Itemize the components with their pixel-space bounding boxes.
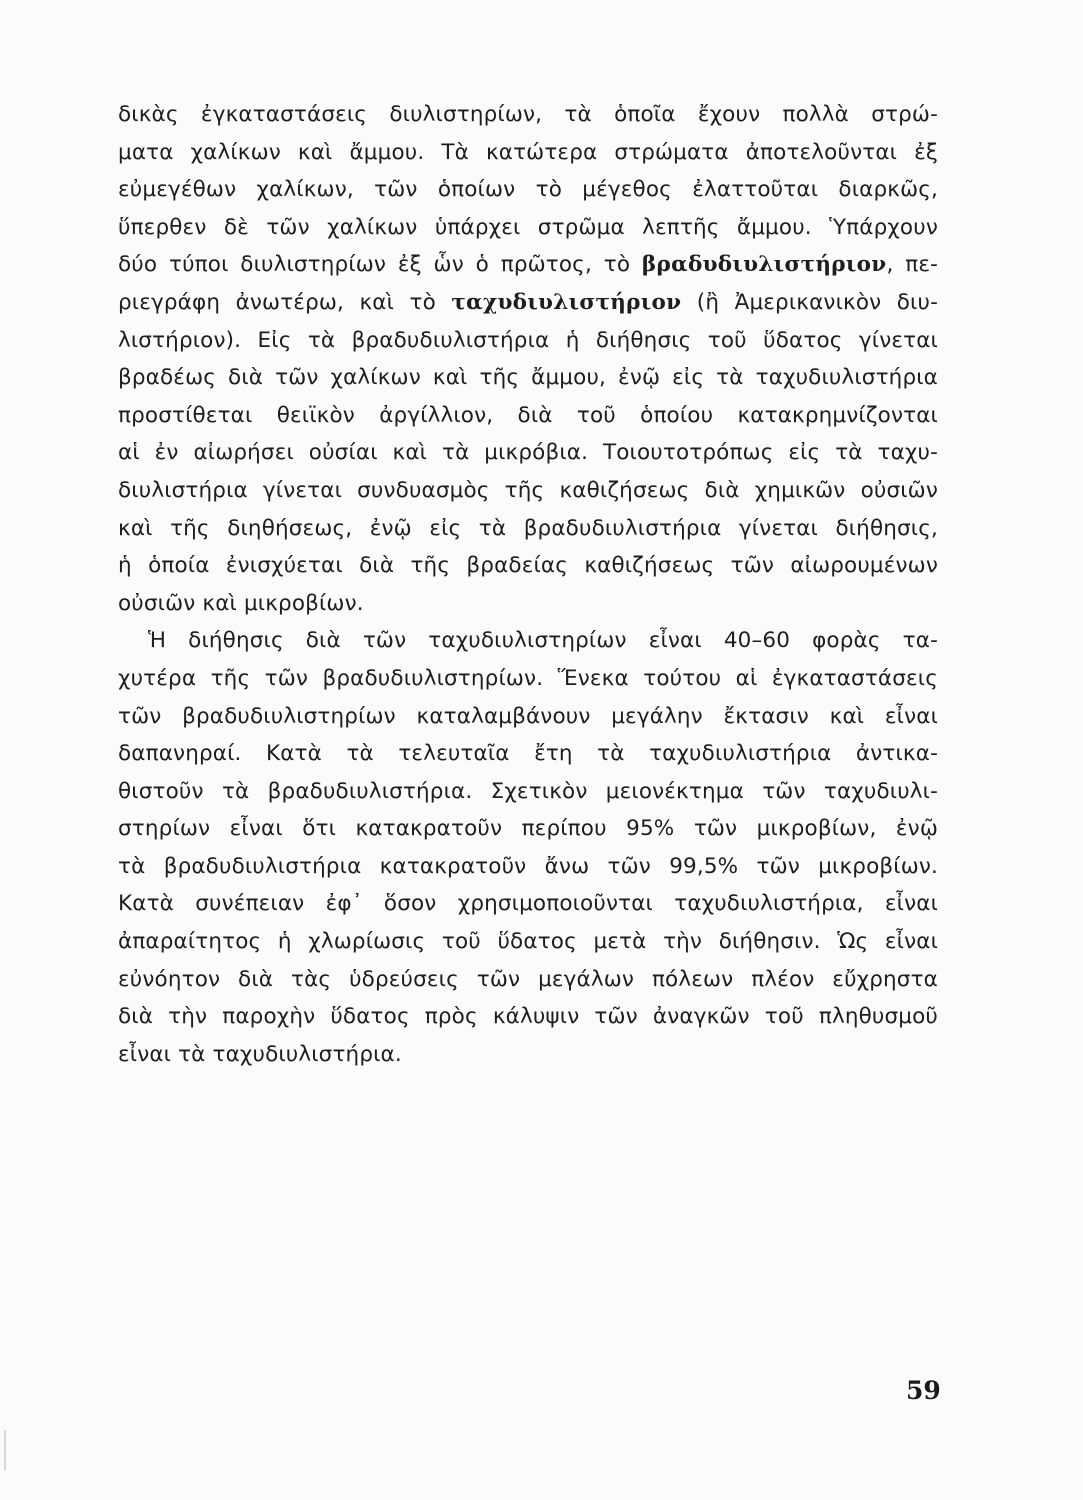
text-segment: οὐσιῶν καὶ μικροβίων.: [118, 590, 364, 616]
text-segment: θιστοῦν τὰ βραδυδιυλιστήρια. Σχετικὸν μειονέκτημα τῶν ταχυδιυλι-: [118, 778, 938, 804]
text-line: [118, 885, 938, 923]
text-segment: λιστήριον). Εἰς τὰ βραδυδιυλιστήρια ἡ διήθησις τοῦ ὕδατος γίνεται: [118, 327, 938, 353]
text-line: [118, 622, 938, 660]
text-segment: ματα χαλίκων καὶ ἄμμου. Τὰ κατώτερα στρώματα ἀποτελοῦνται ἐξ: [118, 139, 938, 165]
text-line: [118, 322, 938, 360]
text-line: [118, 246, 938, 284]
bold-term: ταχυδιυλιστήριον: [451, 289, 682, 315]
text-line: [118, 96, 938, 134]
text-line: [118, 134, 938, 172]
text-line: [118, 1036, 938, 1074]
text-segment: ἡ ὁποία ἐνισχύεται διὰ τῆς βραδείας καθιζήσεως τῶν αἰωρουμένων: [118, 553, 938, 579]
text-segment: ἀπαραίτητος ἡ χλωρίωσις τοῦ ὕδατος μετὰ τὴν διήθησιν. Ὡς εἶναι: [118, 929, 938, 955]
text-line: [118, 585, 938, 623]
text-line: [118, 923, 938, 961]
text-segment: ριεγράφη ἀνωτέρω, καὶ τὸ: [118, 289, 452, 315]
text-segment: (ἢ Ἀμερικανικὸν διυ-: [681, 289, 938, 315]
text-line: [118, 848, 938, 886]
bold-term: βραδυδιυλιστήριον: [641, 252, 887, 278]
text-segment: Ἡ διήθησις διὰ τῶν ταχυδιυλιστηρίων εἶναι 40–60 φορὰς τα-: [148, 628, 938, 654]
text-line: [118, 209, 938, 247]
text-segment: τὰ βραδυδιυλιστήρια κατακρατοῦν ἄνω τῶν 99,5% τῶν μικροβίων.: [118, 853, 938, 879]
text-segment: , πε-: [886, 252, 938, 278]
text-line: [118, 510, 938, 548]
text-segment: αἱ ἐν αἰωρήσει οὐσίαι καὶ τὰ μικρόβια. Τοιουτοτρόπως εἰς τὰ ταχυ-: [118, 440, 938, 466]
text-line: [118, 547, 938, 585]
text-line: [118, 660, 938, 698]
page-number: 59: [906, 1376, 941, 1405]
text-line: [118, 434, 938, 472]
text-line: [118, 961, 938, 999]
text-line: [118, 472, 938, 510]
scan-edge-mark: [4, 1430, 6, 1470]
text-line: [118, 171, 938, 209]
text-segment: διὰ τὴν παροχὴν ὕδατος πρὸς κάλυψιν τῶν ἀναγκῶν τοῦ πληθυσμοῦ: [118, 1004, 938, 1030]
text-segment: δικὰς ἐγκαταστάσεις διυλιστηρίων, τὰ ὁποῖα ἔχουν πολλὰ στρώ-: [118, 102, 938, 127]
text-segment: δαπανηραί. Κατὰ τὰ τελευταῖα ἔτη τὰ ταχυδιυλιστήρια ἀντικα-: [118, 741, 938, 767]
text-line: [118, 773, 938, 811]
text-segment: προστίθεται θειϊκὸν ἀργίλλιον, διὰ τοῦ ὁποίου κατακρημνίζονται: [118, 402, 938, 428]
text-line: [118, 998, 938, 1036]
text-line: [118, 698, 938, 736]
text-segment: εὐμεγέθων χαλίκων, τῶν ὁποίων τὸ μέγεθος ἐλαττοῦται διαρκῶς,: [118, 177, 938, 203]
text-line: [118, 735, 938, 773]
text-line: [118, 397, 938, 435]
text-line: [118, 359, 938, 397]
text-segment: δύο τύποι διυλιστηρίων ἐξ ὧν ὁ πρῶτος, τὸ: [118, 252, 642, 278]
text-segment: στηρίων εἶναι ὅτι κατακρατοῦν περίπου 95% τῶν μικροβίων, ἐνῷ: [118, 816, 938, 842]
text-segment: καὶ τῆς διηθήσεως, ἐνῷ εἰς τὰ βραδυδιυλιστήρια γίνεται διήθησις,: [118, 515, 938, 541]
text-segment: εἶναι τὰ ταχυδιυλιστήρια.: [118, 1041, 402, 1067]
text-segment: χυτέρα τῆς τῶν βραδυδιυλιστηρίων. Ἕνεκα τούτου αἱ ἐγκαταστάσεις: [118, 665, 938, 691]
text-segment: Κατὰ συνέπειαν ἐφ᾽ ὅσον χρησιμοποιοῦνται ταχυδιυλιστήρια, εἶναι: [118, 891, 938, 917]
text-segment: ὕπερθεν δὲ τῶν χαλίκων ὑπάρχει στρῶμα λεπτῆς ἄμμου. Ὑπάρχουν: [118, 214, 938, 240]
text-segment: βραδέως διὰ τῶν χαλίκων καὶ τῆς ἄμμου, ἐνῷ εἰς τὰ ταχυδιυλιστήρια: [118, 365, 938, 391]
text-line: [118, 284, 938, 322]
text-line: [118, 810, 938, 848]
text-segment: διυλιστήρια γίνεται συνδυασμὸς τῆς καθιζήσεως διὰ χημικῶν οὐσιῶν: [118, 477, 938, 503]
body-text: [118, 96, 938, 1073]
text-segment: εὐνόητον διὰ τὰς ὑδρεύσεις τῶν μεγάλων πόλεων πλέον εὔχρηστα: [118, 966, 938, 992]
text-segment: τῶν βραδυδιυλιστηρίων καταλαμβάνουν μεγάλην ἔκτασιν καὶ εἶναι: [118, 703, 938, 729]
